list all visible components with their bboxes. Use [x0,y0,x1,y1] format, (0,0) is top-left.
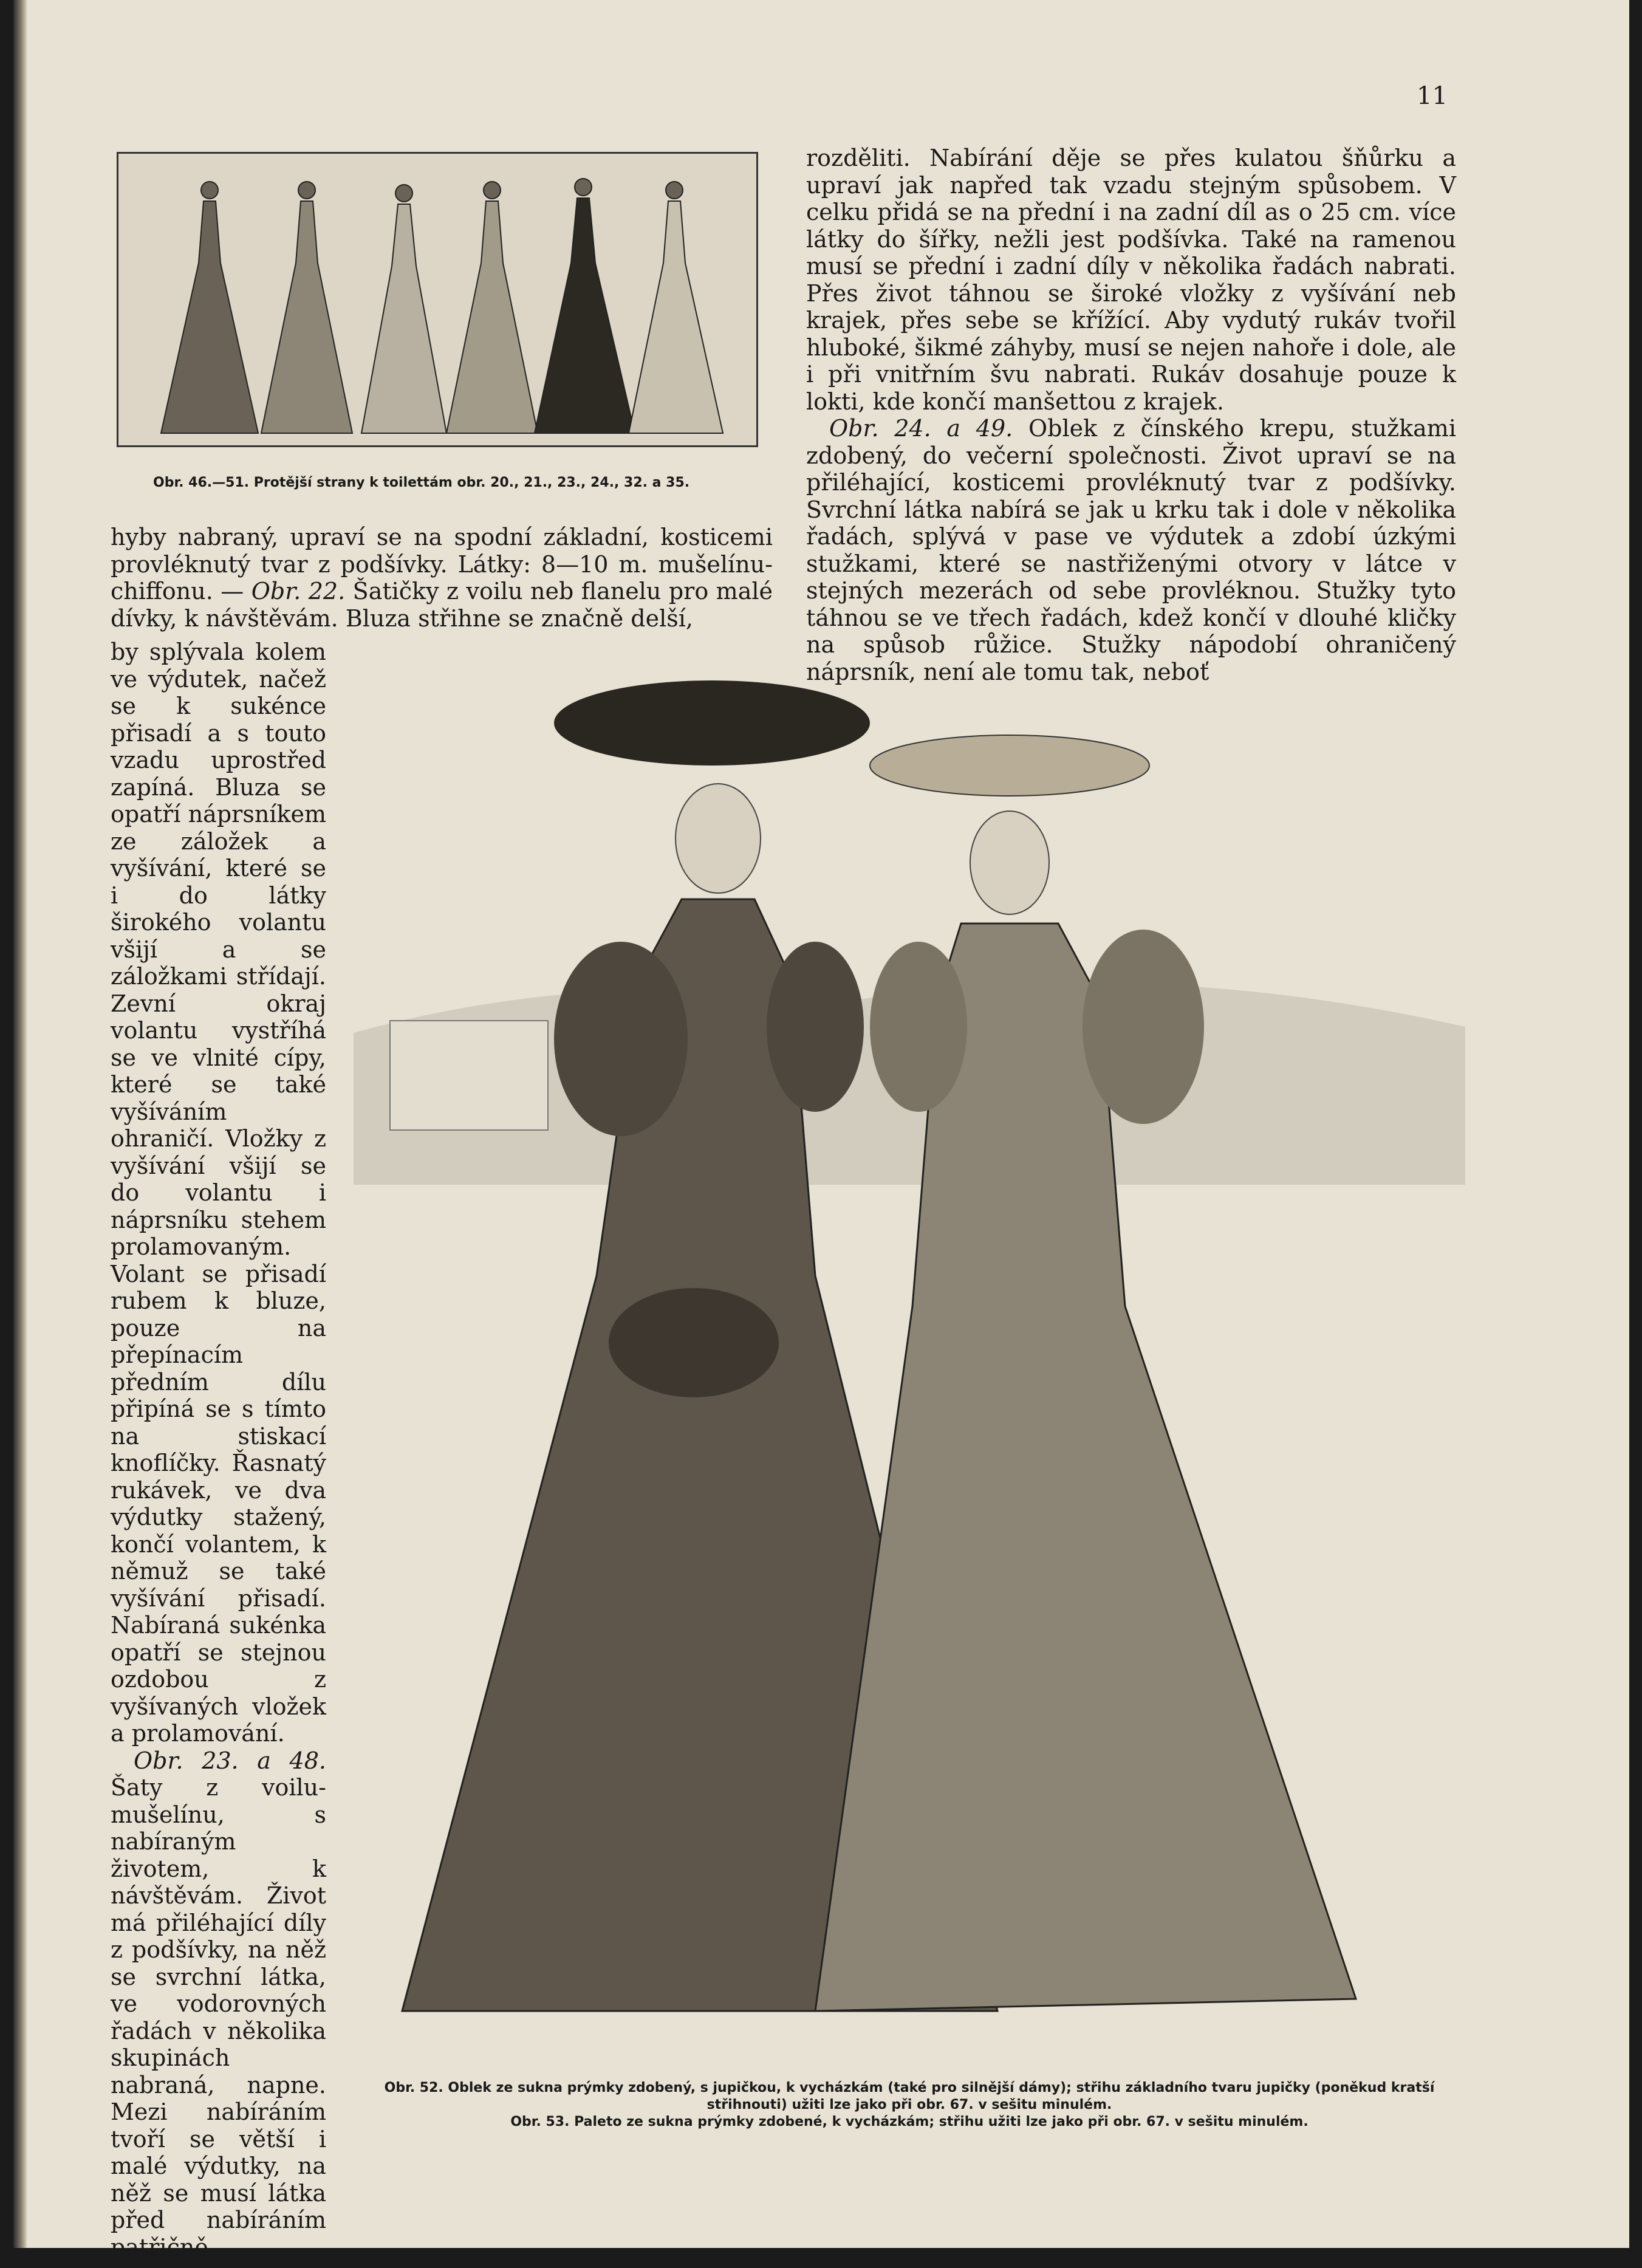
paragraph: rozděliti. Nabírání děje se přes kulatou šňůrku a upraví jak napřed tak vzadu stejným spůsobem. V celku přidá se na přední i na zadní díl as o 25 cm. více látky do šířky, nežli jest podšívka. Také na ramenou musí se přední i zadní díly v několika řadách nabrati. Přes život táhnou se široké vložky z vyšívání neb krajek, přes sebe se křížící. Aby vydutý rukáv tvořil hluboké, šikmé záhyby, musí se nejen nahoře i dole, ale i při vnitřním švu nabrati. Rukáv dosahuje pouze k lokti, kde končí manšettou z krajek. [806,145,1456,415]
paragraph [111,524,773,632]
dress-4 [446,182,538,433]
feathered-hat [554,680,870,766]
paragraph-text: Šatičky z voilu neb flanelu pro malé dívky, k návštěvám. Bluza střihne se značně delší, [111,578,773,632]
caption-line: Obr. 53. Paleto ze sukna prýmky zdobené, k vycházkám; střihu užiti lze jako při obr. 67. v sešitu minulém. [510,2114,1308,2129]
two-ladies-drawing [354,638,1465,2054]
left-narrow-column [111,639,326,2261]
dress-2 [261,182,352,433]
figure-reference: Obr. 22. [251,578,346,605]
page-number: 11 [1417,82,1448,110]
right-lady [815,735,1356,2011]
left-sleeve [554,942,688,1136]
muff [609,1288,779,1397]
figure-reference: Obr. 24. a 49. [829,415,1013,442]
boater-hat [870,735,1149,796]
balustrade [390,1021,548,1130]
face [970,811,1049,914]
right-sleeve [767,942,864,1112]
paragraph-text: Oblek z čínského krepu, stužkami zdobený, do večerní společnosti. Život upraví se na přiléhající, kosticemi provléknutý tvar z podšívky. Svrchní látka nabírá se jak u krku tak i dole v několika řadách, splývá v pase ve výdutek a zdobí úzkými stužkami, které se nastřiženými otvory v látce v stejných mezerách od sebe provléknou. Stužky tyto táhnou se ve třech řadách, kdež končí v dlouhé kličky na spůsob růžice. Stužky nápodobí ohraničený náprsník, není ale tomu tak, neboť [806,415,1456,685]
caption-line: Obr. 52. Oblek ze sukna prýmky zdobený, s jupičkou, k vycházkám (také pro silnější dámy); střihu základního tvaru jupičky (poněkud kratší střihnouti) užiti lze jako při obr. 67. v sešitu minulém. [384,2080,1435,2112]
main-fashion-illustration [354,638,1465,2054]
figure-reference: Obr. 23. a 48. [134,1747,326,1774]
dress-3 [361,185,446,433]
main-figure-caption [354,2080,1465,2131]
left-full-width-text [111,524,773,632]
paragraph-text: Šaty z voilu-mušelínu, s nabíraným životem, k návštěvám. Život má přiléhající díly z podšívky, na něž se svrchní látka, ve vodorovných řadách v několika skupinách nabraná, napne. Mezi nabíráním tvoří se větší i malé výdutky, na něž se musí látka před nabíráním patřičně [111,1774,326,2261]
top-fashion-illustration [117,152,758,447]
paragraph: by splývala kolem ve výdutek, načež se k sukénce přisadí a s touto vzadu uprostřed zapíná. Bluza se opatří náprsníkem ze záložek a vyšívání, které se i do látky širokého volantu všijí a se záložkami střídají. Zevní okraj volantu vystříhá se ve vlnité cípy, které se také vyšíváním ohraničí. Vložky z vyšívání všijí se do volantu i náprsníku stehem prolamovaným. Volant se přisadí rubem k bluze, pouze na přepínacím předním dílu připíná se s tímto na stiskací knoflíčky. Řasnatý rukávek, ve dva výdutky stažený, končí volantem, k němuž se také vyšívání přisadí. Nabíraná sukénka opatří se stejnou ozdobou z vyšívaných vložek a prolamování. [111,639,326,1747]
right-top-column [806,145,1456,685]
paragraph-text: hyby nabraný, upraví se na spodní základní, kosticemi provléknutý tvar z podšívky. Látky: 8—10 m. mušelínu-chiffonu. — [111,524,773,605]
left-sleeve [870,942,967,1112]
dress-1 [161,182,258,433]
dresses-drawing [118,154,756,445]
dress-6 [629,182,723,433]
magazine-page [13,0,1629,2261]
face [676,784,761,893]
top-figure-caption: Obr. 46.—51. Protější strany k toilettám obr. 20., 21., 23., 24., 32. a 35. [153,475,690,490]
dress-5 [535,179,635,433]
page-gutter [13,0,27,2248]
paragraph [111,1747,326,2261]
right-sleeve [1083,930,1204,1124]
